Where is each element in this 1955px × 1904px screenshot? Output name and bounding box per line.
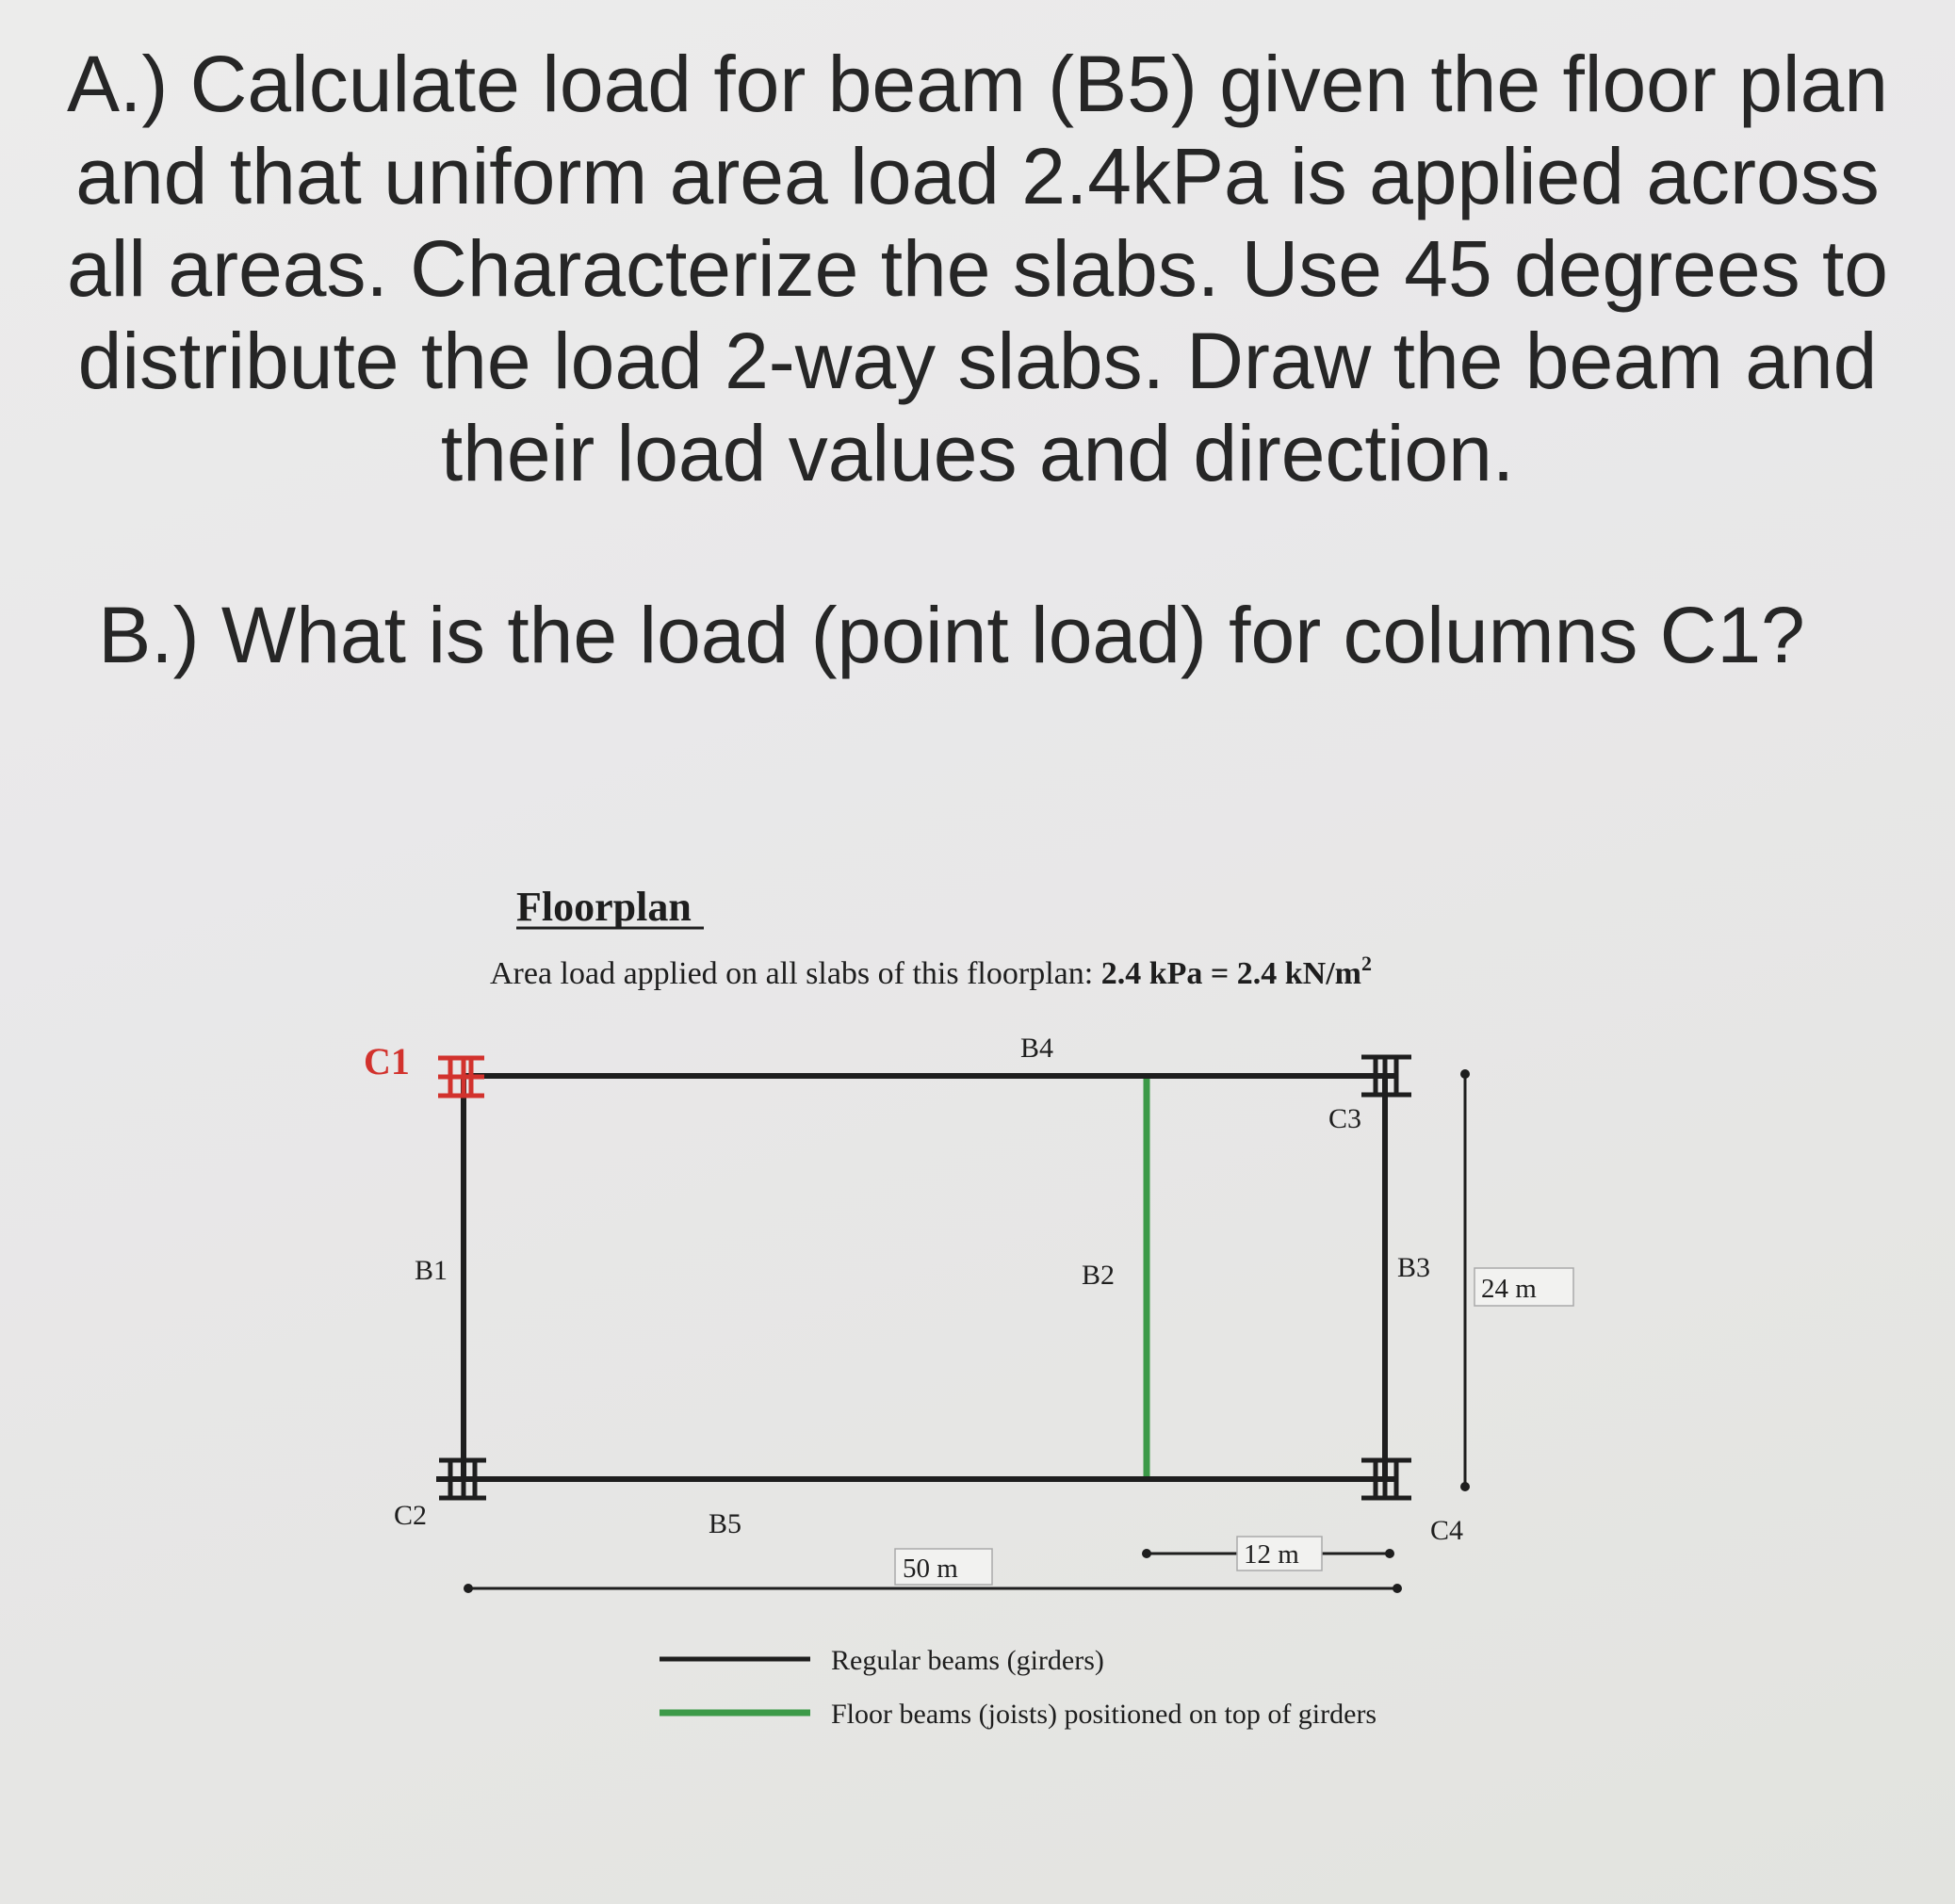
column-c1-symbol (438, 1058, 484, 1096)
legend-joist-label: Floor beams (joists) positioned on top of girders (831, 1699, 1377, 1730)
dimension-height (1460, 1069, 1573, 1491)
subtitle-value: 2.4 kPa = 2.4 kN/m (1100, 956, 1361, 991)
column-c4-label: C4 (1430, 1515, 1464, 1546)
column-c1-label: C1 (364, 1040, 410, 1082)
beam-b2-label: B2 (1082, 1260, 1116, 1291)
floorplan-subtitle (490, 952, 1372, 991)
subtitle-prefix: Area load applied on all slabs of this floorplan: (490, 956, 1101, 991)
dimension-bay (1142, 1537, 1394, 1570)
question-b: B.) What is the load (point load) for columns C1? (98, 591, 1805, 679)
column-c2-label: C2 (394, 1500, 428, 1531)
dimension-bay-label: 12 m (1244, 1539, 1299, 1570)
floorplan-title: Floorplan (516, 884, 692, 930)
dimension-width-label: 50 m (903, 1554, 958, 1584)
beam-b3-label: B3 (1397, 1252, 1431, 1283)
beam-b1-label: B1 (415, 1255, 448, 1286)
beam-b5-label: B5 (709, 1508, 742, 1539)
question-a: A.) Calculate load for beam (B5) given the floor plan and that uniform area load 2.4kPa is applied across all areas. Characterize the slabs. Use 45 degrees to distribute the load 2-way slabs. Draw the beam and their load values and direction. (66, 40, 1889, 497)
legend-girder-label: Regular beams (girders) (831, 1645, 1104, 1676)
subtitle-superscript: 2 (1360, 952, 1372, 975)
legend (660, 1645, 1377, 1730)
column-c3-label: C3 (1328, 1103, 1362, 1134)
beam-b4-label: B4 (1020, 1033, 1054, 1064)
dimension-height-label: 24 m (1481, 1274, 1537, 1304)
